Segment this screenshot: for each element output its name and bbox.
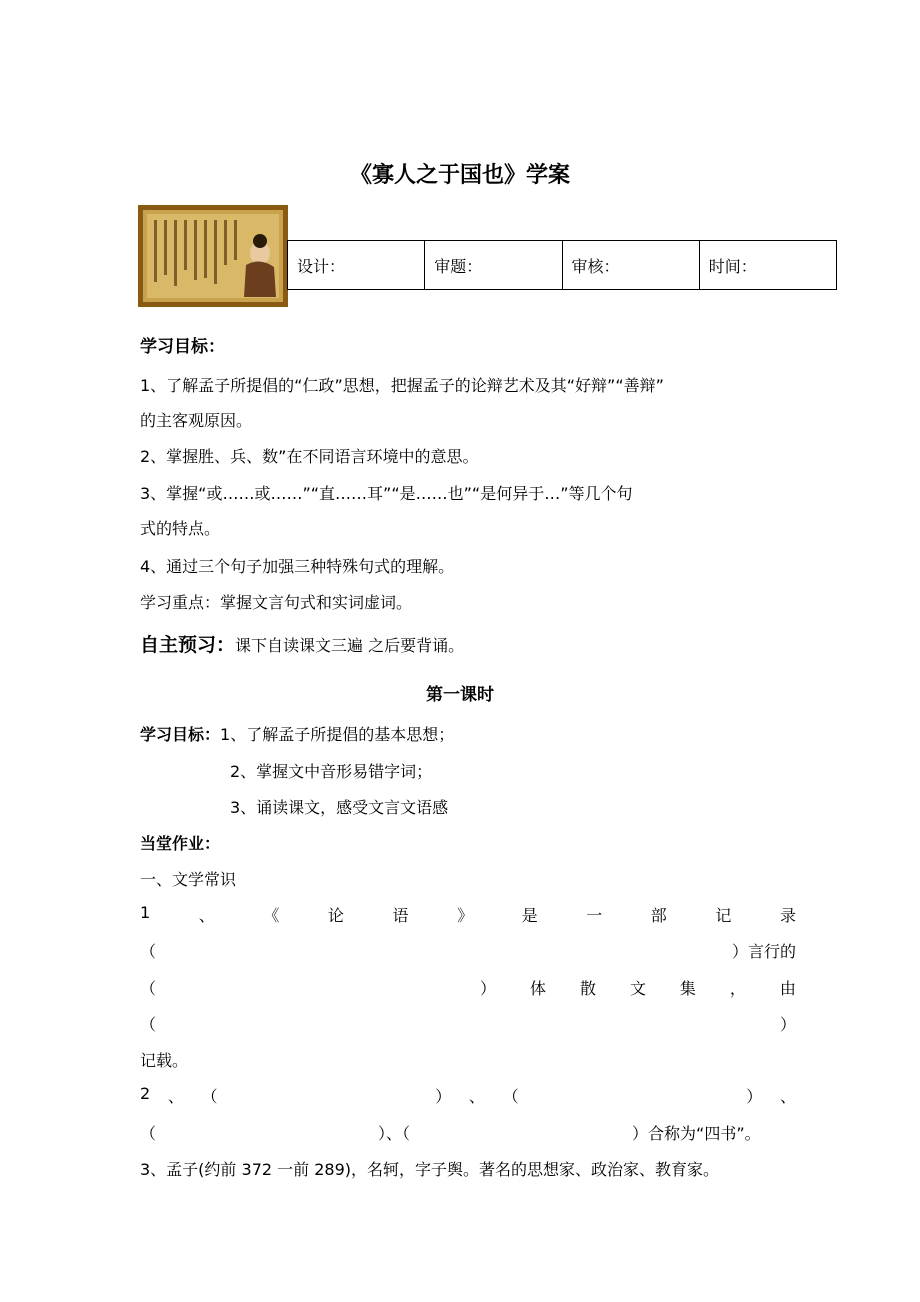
q1-token: 论 xyxy=(327,906,344,925)
page-title: 《寡人之于国也》学案 xyxy=(349,163,570,188)
question-1-line-4 xyxy=(140,1012,796,1035)
lesson-objective: 3、诵读课文，感受文言文语感 xyxy=(230,798,449,817)
q2-token: 、 xyxy=(468,1087,485,1106)
lesson-objective: 1、了解孟子所提倡的基本思想； xyxy=(220,725,455,744)
blank-close: ） xyxy=(746,1087,763,1106)
time-cell: 时间： xyxy=(699,241,836,290)
q1-token: 录 xyxy=(779,906,796,925)
q1-token: 由 xyxy=(779,979,796,998)
preview-paragraph xyxy=(140,630,464,657)
question-1-line-1 xyxy=(140,903,796,926)
q1-token: 体 xyxy=(529,979,546,998)
key-points: 学习重点：掌握文言句式和实词虚词。 xyxy=(140,593,413,612)
objective-line: 2、掌握胜、兵、数”在不同语言环境中的意思。 xyxy=(140,447,479,466)
q1-token: 语 xyxy=(392,906,409,925)
calligraphy-scroll-image xyxy=(138,205,288,307)
blank-open: （ xyxy=(502,1087,519,1106)
q1-token: 部 xyxy=(650,906,667,925)
question-1-line-3 xyxy=(140,976,796,999)
reviewer-cell: 审题： xyxy=(425,241,562,290)
blank-open: （ xyxy=(140,1015,157,1034)
blank-open: （ xyxy=(201,1087,218,1106)
lesson-heading: 第一课时 xyxy=(426,685,494,705)
blank-close: ） xyxy=(435,1087,452,1106)
objectives-heading: 学习目标： xyxy=(140,337,225,357)
objective-line: 4、通过三个句子加强三种特殊句式的理解。 xyxy=(140,557,455,576)
question-2-line-1 xyxy=(140,1084,796,1107)
blank-open: （ xyxy=(140,942,157,961)
info-table xyxy=(287,240,837,290)
question-1-line-2 xyxy=(140,939,796,962)
four-books-label: ）合称为“四书”。 xyxy=(632,1124,761,1143)
q2-token: 2 xyxy=(140,1084,151,1103)
preview-text: 课下自读课文三遍 之后要背诵。 xyxy=(235,636,465,655)
q1-token: 是 xyxy=(521,906,538,925)
blank-open: （ xyxy=(140,979,157,998)
q2-token: 、 xyxy=(779,1087,796,1106)
objective-line: 3、掌握“或……或……”“直……耳”“是……也”“是何异于…”等几个句 xyxy=(140,484,633,503)
checker-cell: 审核： xyxy=(562,241,699,290)
objective-line: 式的特点。 xyxy=(140,519,221,538)
designer-cell: 设计： xyxy=(288,241,425,290)
q1-token: 记 xyxy=(715,906,732,925)
q1-token: ， xyxy=(729,979,746,998)
lesson-objectives-heading: 学习目标： xyxy=(140,725,221,744)
q1-token: 一 xyxy=(586,906,603,925)
q1-token: 《 xyxy=(263,906,280,925)
q1-token: 散 xyxy=(579,979,596,998)
blank-open: （ xyxy=(140,1124,157,1143)
lesson-objective: 2、掌握文中音形易错字词； xyxy=(230,762,433,781)
blank-close: ） xyxy=(479,979,496,998)
blank-separator: ）、（ xyxy=(378,1124,411,1143)
q1-token: 、 xyxy=(198,906,215,925)
q1-token: 1 xyxy=(140,903,151,922)
preview-heading: 自主预习： xyxy=(140,634,236,656)
question-3: 3、孟子(约前 372 一前 289)，名轲，字子舆。著名的思想家、政治家、教育家。 xyxy=(140,1160,720,1179)
q2-token: 、 xyxy=(167,1087,184,1106)
q1-token: 文 xyxy=(629,979,646,998)
question-2-line-2 xyxy=(140,1121,761,1144)
section-literature: 一、文学常识 xyxy=(140,870,237,889)
blank-close: ）言行的 xyxy=(731,942,796,961)
question-1-line-5: 记载。 xyxy=(140,1051,189,1070)
objective-line: 的主客观原因。 xyxy=(140,411,253,430)
objective-line: 1、了解孟子所提倡的“仁政”思想，把握孟子的论辩艺术及其“好辩”“善辩” xyxy=(140,376,664,395)
classwork-heading: 当堂作业： xyxy=(140,834,221,853)
blank-close: ） xyxy=(779,1015,796,1034)
lesson-objectives-line xyxy=(140,722,454,745)
q1-token: 集 xyxy=(679,979,696,998)
q1-token: 》 xyxy=(457,906,474,925)
